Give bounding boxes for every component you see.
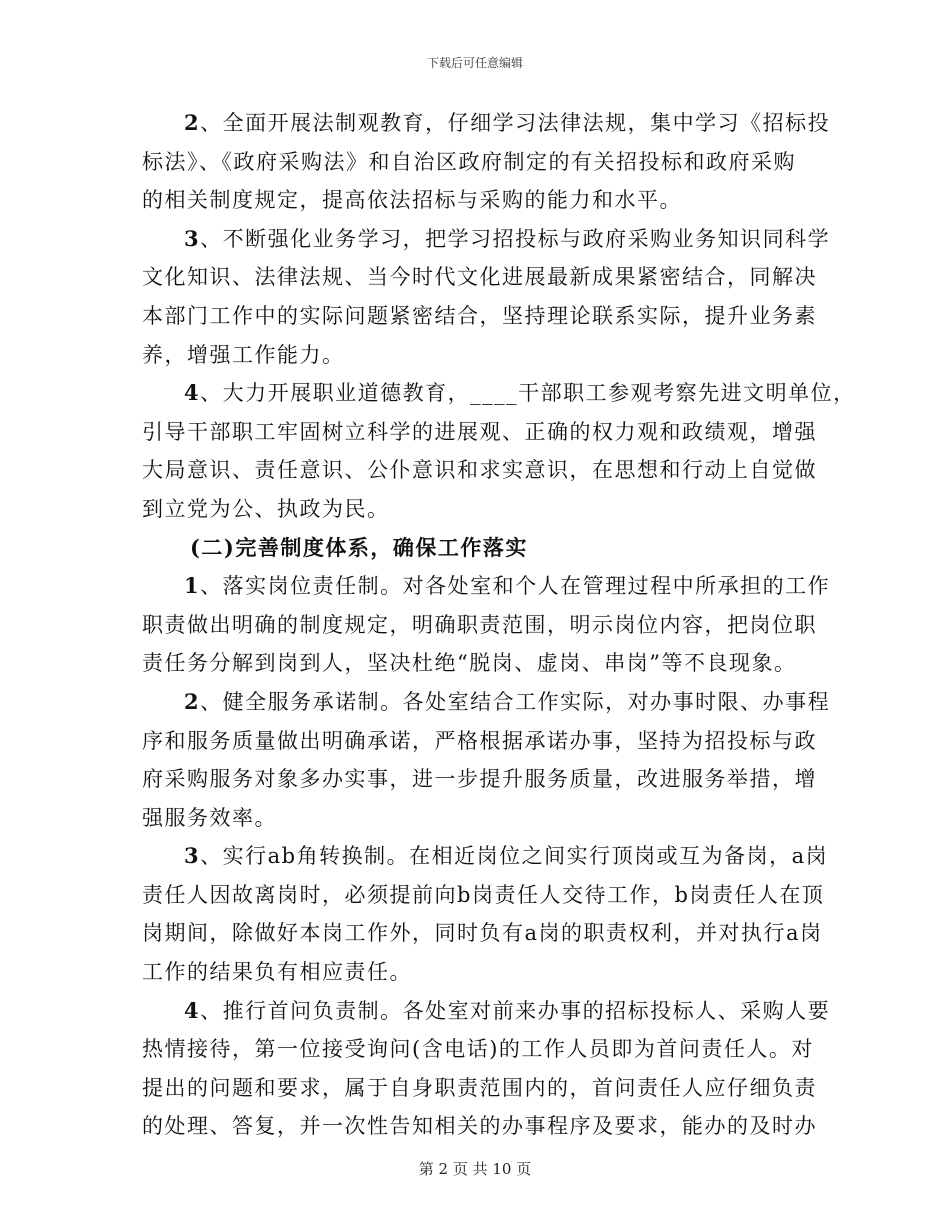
line-text: 、实行ab角转换制。在相近岗位之间实行顶岗或互为备岗，a岗: [200, 844, 829, 869]
line-text: 、不断强化业务学习，把学习招投标与政府采购业务知识同科学: [200, 226, 831, 251]
line-text: 责任人因故离岗时，必须提前向b岗责任人交待工作，b岗责任人在顶: [142, 882, 825, 907]
paragraph-line: [142, 143, 820, 182]
item-number: 4: [184, 380, 201, 406]
line-text: 强服务效率。: [142, 805, 277, 830]
item-number: 1: [184, 573, 201, 599]
item-number: 2: [184, 688, 201, 714]
line-text: 大局意识、责任意识、公仆意识和求实意识，在思想和行动上自觉做: [142, 458, 817, 483]
paragraph-line: [142, 451, 820, 490]
paragraph-line: [142, 760, 820, 799]
line-text: 、推行首问负责制。各处室对前来办事的招标投标人、采购人要: [200, 998, 831, 1023]
line-text: 工作的结果负有相应责任。: [142, 960, 412, 985]
section-heading: [142, 529, 820, 568]
paragraph-line: [142, 220, 831, 259]
paragraph-line: [142, 567, 831, 606]
line-text: 、大力开展职业道德教育，____干部职工参观考察先进文明单位，: [200, 381, 856, 406]
line-text: 、全面开展法制观教育，仔细学习法律法规，集中学习《招标投: [200, 111, 831, 135]
paragraph-line: [142, 336, 820, 375]
line-text: 标法》、《政府采购法》和自治区政府制定的有关招投标和政府采购: [142, 149, 796, 174]
paragraph-line: [142, 799, 820, 838]
paragraph-line: [142, 413, 820, 452]
paragraph-line: [142, 683, 831, 722]
line-text: 的处理、答复，并一次性告知相关的办事程序及要求，能办的及时办: [142, 1114, 817, 1139]
paragraph-line: [142, 914, 823, 953]
item-number: 3: [184, 843, 201, 869]
paragraph-line: [142, 181, 820, 220]
document-body: [142, 104, 856, 1146]
paragraph-line: [142, 258, 820, 297]
paragraph-line: [142, 297, 820, 336]
line-text: 引导干部职工牢固树立科学的进展观、正确的权力观和政绩观，增强: [142, 419, 817, 444]
line-text: 府采购服务对象多办实事，进一步提升服务质量，改进服务举措，增: [142, 767, 817, 792]
line-text: 岗期间，除做好本岗工作外，同时负有a岗的职责权利，并对执行a岗: [142, 921, 823, 946]
line-text: 、落实岗位责任制。对各处室和个人在管理过程中所承担的工作: [200, 574, 831, 599]
paragraph-line: [142, 644, 820, 683]
paragraph-line: [142, 1107, 820, 1146]
line-text: 养，增强工作能力。: [142, 342, 345, 367]
paragraph-line: [142, 837, 829, 876]
page-number: 第 2 页 共 10 页: [418, 1160, 532, 1178]
line-text: 热情接待，第一位接受询问(含电话)的工作人员即为首问责任人。对: [142, 1037, 814, 1062]
paragraph-line: [142, 876, 825, 915]
paragraph-line: [142, 1030, 820, 1069]
page-header-note: 下载后可任意编辑: [426, 56, 523, 70]
paragraph-line: [142, 953, 820, 992]
paragraph-line: [142, 374, 856, 413]
paragraph-line: [142, 104, 831, 143]
paragraph-line: [142, 1069, 820, 1108]
line-text: 的相关制度规定，提高依法招标与采购的能力和水平。: [142, 188, 682, 213]
line-text: 到立党为公、执政为民。: [142, 496, 390, 521]
line-text: 本部门工作中的实际问题紧密结合，坚持理论联系实际，提升业务素: [142, 303, 817, 328]
item-number: 3: [184, 225, 201, 251]
line-text: 提出的问题和要求，属于自身职责范围内的，首问责任人应仔细负责: [142, 1075, 817, 1100]
item-number: 2: [184, 110, 201, 135]
paragraph-line: [142, 490, 820, 529]
line-text: (二)完善制度体系，确保工作落实: [190, 534, 528, 560]
line-text: 、健全服务承诺制。各处室结合工作实际，对办事时限、办事程: [200, 689, 831, 714]
item-number: 4: [184, 997, 201, 1023]
paragraph-line: [142, 606, 820, 645]
paragraph-line: [142, 992, 831, 1031]
line-text: 序和服务质量做出明确承诺，严格根据承诺办事，坚持为招投标与政: [142, 728, 817, 753]
line-text: 责任务分解到岗到人，坚决杜绝“脱岗、虚岗、串岗”等不良现象。: [142, 651, 797, 676]
line-text: 文化知识、法律法规、当今时代文化进展最新成果紧密结合，同解决: [142, 265, 817, 290]
line-text: 职责做出明确的制度规定，明确职责范围，明示岗位内容，把岗位职: [142, 612, 817, 637]
paragraph-line: [142, 722, 820, 761]
